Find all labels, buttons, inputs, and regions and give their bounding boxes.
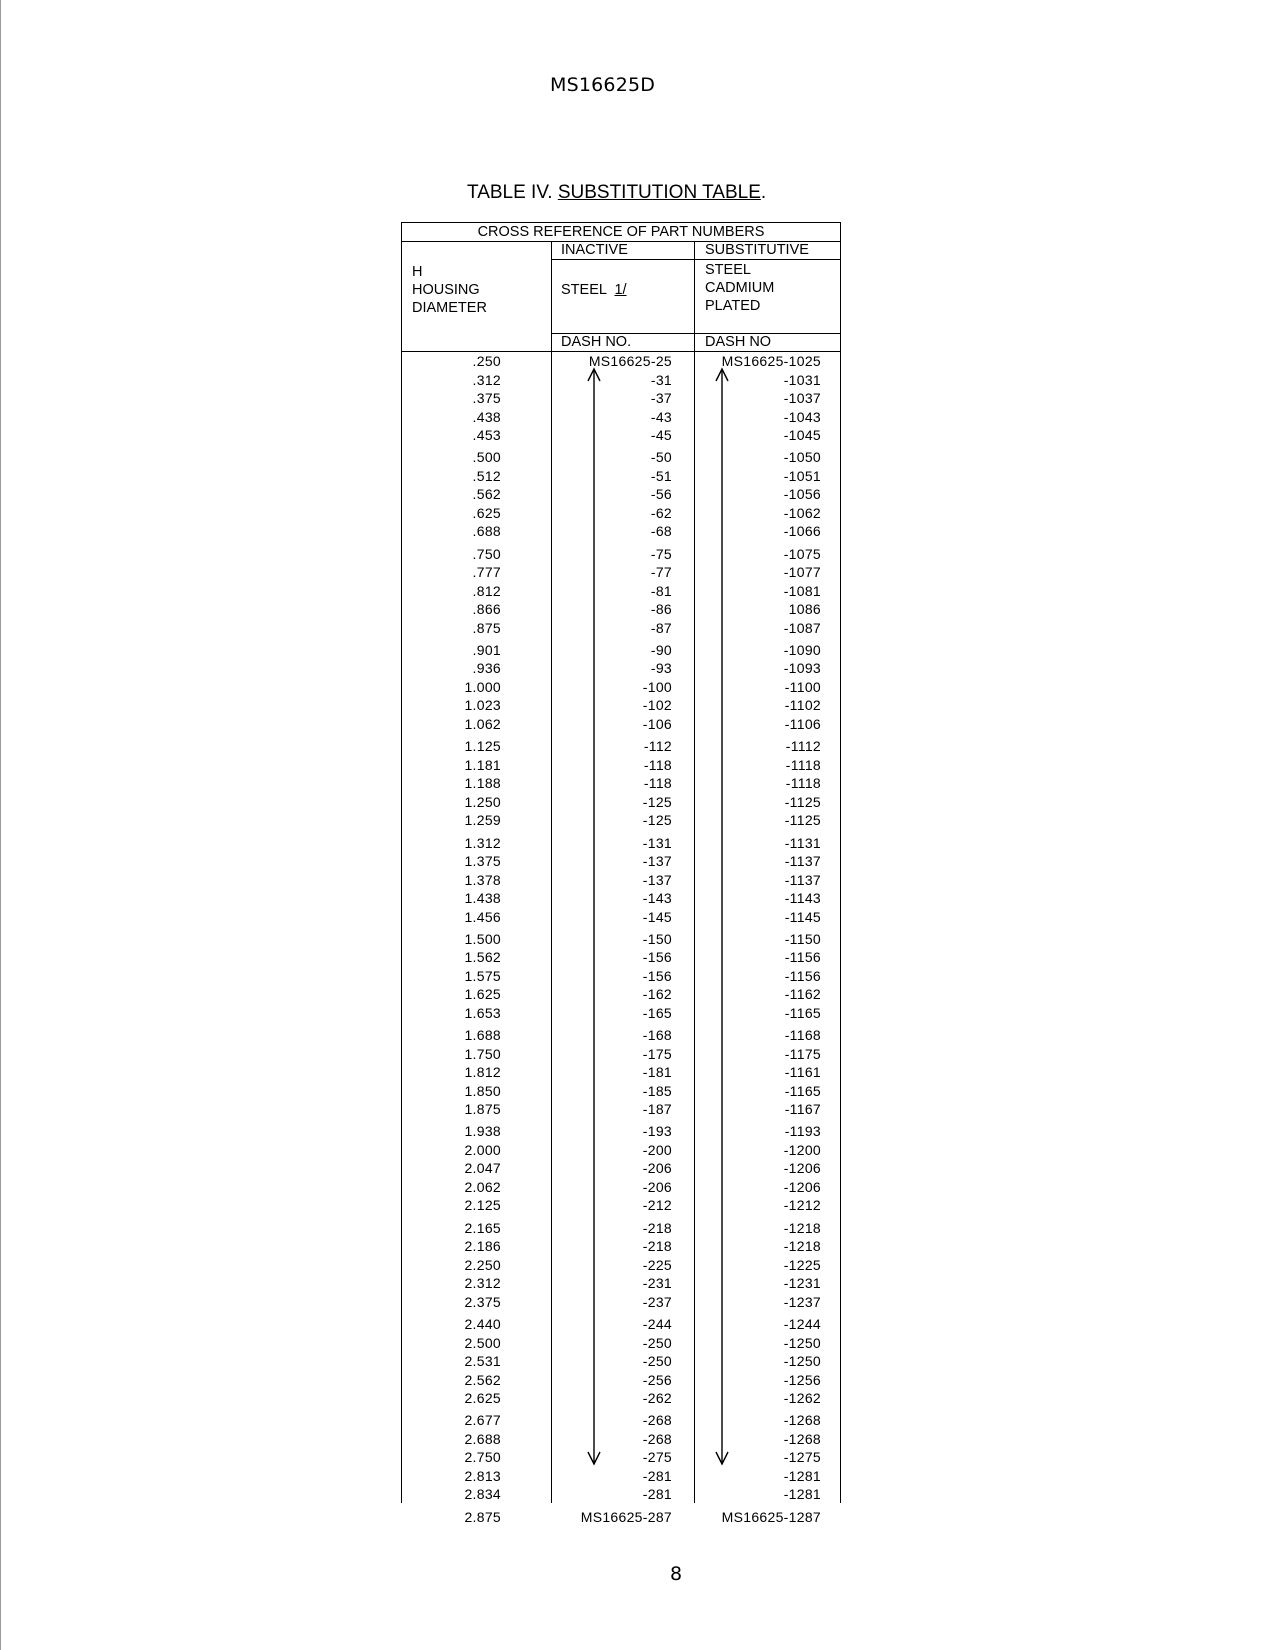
substitutive-dash-cell: -1162 (784, 986, 821, 1003)
substitutive-dash-cell: -1165 (784, 1004, 821, 1021)
substitutive-dash-cell: -1161 (784, 1064, 821, 1081)
housing-diameter-cell: 2.813 (464, 1467, 501, 1484)
col-inactive-material (561, 281, 627, 299)
page-number: 8 (670, 1563, 683, 1585)
housing-diameter-cell: 2.834 (464, 1486, 501, 1503)
housing-diameter-cell: 2.688 (464, 1430, 501, 1447)
housing-diameter-cell: .688 (472, 523, 501, 540)
housing-diameter-cell: 2.062 (464, 1178, 501, 1195)
inactive-dash-cell: -137 (642, 871, 672, 888)
substitutive-dash-cell: -1056 (783, 486, 821, 503)
inactive-dash-cell: -86 (650, 601, 672, 618)
inactive-dash-cell: -118 (643, 775, 672, 792)
col-inactive-dash-label: DASH NO. (561, 334, 632, 350)
housing-diameter-cell: .438 (472, 408, 501, 425)
housing-diameter-cell: .866 (472, 601, 501, 618)
substitutive-dash-cell: -1118 (785, 775, 821, 792)
housing-diameter-cell: 2.250 (464, 1256, 501, 1273)
table-row (401, 1197, 841, 1214)
inactive-dash-cell: -56 (650, 486, 672, 503)
footnote-ref: 1/ (614, 282, 627, 298)
substitutive-dash-cell: -1112 (785, 738, 821, 755)
inactive-dash-cell: -102 (642, 697, 672, 714)
substitutive-dash-cell: -1150 (784, 930, 821, 947)
table-row (401, 949, 841, 966)
inactive-dash-cell: -165 (642, 1004, 672, 1021)
housing-diameter-cell: 1.438 (464, 890, 501, 906)
table-row (401, 468, 841, 485)
table-row (401, 1005, 841, 1022)
inactive-dash-cell: -51 (650, 467, 672, 484)
substitutive-dash-cell: -1100 (784, 678, 821, 695)
inactive-dash-cell: -75 (650, 545, 672, 562)
substitutive-dash-cell: -1145 (784, 908, 821, 925)
inactive-dash-cell: -125 (642, 812, 672, 829)
housing-diameter-cell: 1.188 (464, 775, 501, 792)
inactive-dash-cell: -68 (650, 523, 672, 540)
housing-diameter-cell: 2.312 (464, 1275, 501, 1292)
table-row (401, 909, 841, 926)
table-row (401, 546, 841, 563)
substitutive-dash-cell: -1118 (785, 756, 821, 773)
substitutive-dash-cell: -1156 (784, 967, 821, 984)
col-substitutive-line2: CADMIUM (705, 280, 775, 296)
housing-diameter-cell: .453 (472, 427, 501, 443)
substitutive-dash-cell: -1193 (784, 1123, 821, 1140)
inactive-dash-cell: -90 (650, 641, 672, 658)
table-row (401, 523, 841, 540)
substitutive-dash-cell: -1125 (784, 793, 821, 810)
substitutive-dash-cell: -1225 (783, 1256, 821, 1273)
housing-diameter-cell: 2.677 (464, 1412, 501, 1429)
substitutive-dash-cell: -1165 (784, 1082, 821, 1099)
table-row (401, 505, 841, 522)
substitutive-dash-cell: -1268 (783, 1430, 821, 1447)
table-row (401, 890, 841, 907)
inactive-dash-cell: -125 (642, 793, 672, 810)
substitutive-dash-cell: -1090 (783, 641, 821, 658)
inactive-dash-cell: -237 (642, 1293, 672, 1310)
table-row (401, 679, 841, 696)
inactive-dash-cell: -206 (642, 1160, 672, 1177)
housing-diameter-cell: 1.575 (464, 967, 501, 984)
inactive-dash-cell: -187 (642, 1101, 672, 1118)
table-row (401, 794, 841, 811)
housing-diameter-cell: 1.062 (464, 715, 501, 732)
inactive-dash-cell: -200 (642, 1141, 672, 1158)
inactive-dash-cell: MS16625-287 (580, 1508, 672, 1525)
inactive-dash-cell: -93 (650, 660, 672, 677)
housing-diameter-cell: 2.875 (464, 1508, 501, 1525)
table-row (401, 409, 841, 426)
substitutive-dash-cell: -1175 (784, 1045, 821, 1062)
col-substitutive-line1: STEEL (705, 262, 751, 278)
inactive-dash-cell: -168 (642, 1027, 672, 1044)
substitutive-dash-cell: MS16625-1287 (721, 1508, 821, 1525)
table-row (401, 583, 841, 600)
inactive-dash-cell: -106 (642, 715, 672, 732)
housing-diameter-cell: 2.440 (464, 1316, 501, 1332)
inactive-dash-cell: -268 (642, 1412, 672, 1429)
table-row (401, 757, 841, 774)
housing-diameter-cell: 1.688 (464, 1027, 501, 1044)
housing-diameter-cell: .875 (472, 619, 501, 636)
col-substitutive-dash-label: DASH NO (705, 334, 772, 350)
substitutive-dash-cell: -1268 (783, 1412, 821, 1429)
housing-diameter-cell: 2.047 (464, 1160, 501, 1177)
inactive-dash-cell: MS16625-25 (588, 353, 672, 369)
table-row (401, 427, 841, 444)
substitutive-dash-cell: -1075 (783, 545, 821, 562)
inactive-dash-cell: -87 (650, 619, 672, 636)
col-substitutive-line3: PLATED (705, 298, 761, 314)
housing-diameter-cell: .812 (472, 582, 501, 599)
substitutive-dash-cell: -1167 (784, 1101, 821, 1118)
inactive-dash-cell: -112 (643, 738, 672, 755)
substitutive-dash-cell: -1045 (783, 427, 821, 443)
housing-diameter-cell: .625 (472, 504, 501, 521)
substitutive-dash-cell: -1087 (783, 619, 821, 636)
housing-diameter-cell: 2.165 (464, 1219, 501, 1236)
substitutive-dash-cell: -1218 (783, 1238, 821, 1255)
table-row (401, 716, 841, 733)
inactive-dash-cell: -262 (642, 1390, 672, 1406)
inactive-dash-cell: -43 (650, 408, 672, 425)
inactive-dash-cell: -250 (642, 1334, 672, 1351)
table-row (401, 1316, 841, 1333)
inactive-dash-cell: -37 (650, 390, 672, 406)
housing-diameter-cell: 1.125 (464, 738, 501, 755)
inactive-dash-cell: -218 (642, 1238, 672, 1255)
page-edge-line (0, 0, 1, 1650)
substitutive-dash-cell: -1037 (783, 390, 821, 406)
housing-diameter-cell: 2.500 (464, 1334, 501, 1351)
table-row (401, 1509, 841, 1526)
housing-diameter-cell: 1.250 (464, 793, 501, 810)
housing-diameter-cell: 1.500 (464, 930, 501, 947)
inactive-dash-cell: -100 (642, 678, 672, 695)
table-row (401, 1179, 841, 1196)
housing-diameter-cell: 2.531 (464, 1353, 501, 1369)
document-id: MS16625D (550, 74, 656, 96)
table-row (401, 353, 841, 370)
housing-diameter-cell: .500 (472, 449, 501, 466)
table-title-suffix: . (760, 182, 767, 203)
housing-diameter-cell: 1.562 (464, 949, 501, 966)
substitutive-dash-cell: -1200 (783, 1141, 821, 1158)
inactive-dash-cell: -225 (642, 1256, 672, 1273)
housing-diameter-cell: 2.562 (464, 1371, 501, 1388)
table-row (401, 449, 841, 466)
table-title-prefix: TABLE IV. (467, 182, 553, 203)
table-row (401, 1083, 841, 1100)
housing-diameter-cell: .250 (472, 353, 501, 369)
table-row (401, 1372, 841, 1389)
substitutive-dash-cell: -1168 (784, 1027, 821, 1044)
table-row (401, 620, 841, 637)
housing-diameter-cell: 2.000 (464, 1141, 501, 1158)
housing-diameter-cell: .562 (472, 486, 501, 503)
substitutive-dash-cell: -1281 (783, 1467, 821, 1484)
table-row (401, 1220, 841, 1237)
substitutive-dash-cell: -1275 (783, 1449, 821, 1466)
table-row (401, 1468, 841, 1485)
table-row (401, 486, 841, 503)
inactive-dash-cell: -281 (642, 1467, 672, 1484)
housing-diameter-cell: .750 (472, 545, 501, 562)
inactive-dash-cell: -175 (642, 1045, 672, 1062)
housing-diameter-cell: 1.023 (464, 697, 501, 714)
substitutive-dash-cell: -1143 (784, 890, 821, 906)
inactive-dash-cell: -185 (642, 1082, 672, 1099)
inactive-dash-cell: -145 (642, 908, 672, 925)
table-title-text: SUBSTITUTION TABLE (557, 182, 761, 203)
table-title (467, 182, 766, 204)
inactive-dash-cell: -250 (642, 1353, 672, 1369)
substitutive-dash-cell: -1106 (784, 715, 821, 732)
table-row (401, 1486, 841, 1503)
table-row (401, 564, 841, 581)
inactive-dash-cell: -62 (650, 504, 672, 521)
substitutive-dash-cell: -1218 (783, 1219, 821, 1236)
col-inactive-material-text: STEEL (561, 282, 607, 298)
substitutive-dash-cell: -1031 (783, 371, 821, 388)
table-row (401, 372, 841, 389)
substitutive-dash-cell: -1062 (783, 504, 821, 521)
housing-diameter-cell: .936 (472, 660, 501, 677)
housing-diameter-cell: .312 (472, 371, 501, 388)
housing-diameter-cell: 1.259 (464, 812, 501, 829)
table-row (401, 835, 841, 852)
table-row (401, 1275, 841, 1292)
inactive-dash-cell: -231 (642, 1275, 672, 1292)
substitutive-dash-cell: -1050 (783, 449, 821, 466)
inactive-dash-cell: -162 (642, 986, 672, 1003)
substitutive-dash-cell: -1250 (783, 1353, 821, 1369)
substitutive-dash-cell: -1051 (783, 467, 821, 484)
housing-diameter-cell: 2.750 (464, 1449, 501, 1466)
col-substitutive-header: SUBSTITUTIVE (705, 242, 809, 258)
table-row (401, 1390, 841, 1407)
inactive-dash-cell: -150 (642, 930, 672, 947)
inactive-dash-cell: -50 (650, 449, 672, 466)
table-row (401, 1046, 841, 1063)
inactive-dash-cell: -281 (642, 1486, 672, 1503)
housing-diameter-cell: 1.750 (464, 1045, 501, 1062)
inactive-dash-cell: -156 (642, 967, 672, 984)
table-row (401, 1238, 841, 1255)
substitutive-dash-cell: -1262 (783, 1390, 821, 1406)
housing-diameter-cell: 1.000 (464, 678, 501, 695)
table-row (401, 1412, 841, 1429)
substitutive-dash-cell: -1137 (784, 853, 821, 869)
substitutive-dash-cell: -1156 (784, 949, 821, 966)
substitutive-dash-cell: -1206 (783, 1178, 821, 1195)
table-row (401, 1294, 841, 1311)
col-inactive-header: INACTIVE (561, 242, 628, 258)
housing-diameter-cell: 2.625 (464, 1390, 501, 1406)
inactive-dash-cell: -156 (642, 949, 672, 966)
substitutive-dash-cell: -1093 (783, 660, 821, 677)
header-bottom-divider (401, 351, 841, 352)
table-row (401, 775, 841, 792)
housing-diameter-cell: 1.456 (464, 908, 501, 925)
table-row (401, 986, 841, 1003)
table-row (401, 1431, 841, 1448)
super-header: CROSS REFERENCE OF PART NUMBERS (477, 224, 765, 240)
table-row (401, 1123, 841, 1140)
inactive-dash-cell: -31 (650, 371, 672, 388)
subheader-divider (551, 259, 841, 260)
substitutive-dash-cell: -1231 (783, 1275, 821, 1292)
substitution-table (401, 222, 841, 1525)
inactive-dash-cell: -275 (642, 1449, 672, 1466)
inactive-dash-cell: -81 (650, 582, 672, 599)
substitutive-dash-cell: -1102 (784, 697, 821, 714)
table-row (401, 738, 841, 755)
housing-diameter-cell: .375 (472, 390, 501, 406)
substitutive-dash-cell: -1250 (783, 1334, 821, 1351)
housing-diameter-cell: 1.378 (464, 871, 501, 888)
substitutive-dash-cell: 1086 (788, 601, 821, 618)
table-row (401, 1257, 841, 1274)
housing-diameter-cell: 1.625 (464, 986, 501, 1003)
housing-diameter-cell: .512 (472, 467, 501, 484)
substitutive-dash-cell: -1244 (783, 1316, 821, 1332)
inactive-dash-cell: -181 (642, 1064, 672, 1081)
inactive-dash-cell: -256 (642, 1371, 672, 1388)
table-row (401, 812, 841, 829)
table-row (401, 390, 841, 407)
housing-diameter-cell: 1.938 (464, 1123, 501, 1140)
inactive-dash-cell: -131 (642, 834, 672, 851)
table-row (401, 1064, 841, 1081)
table-row (401, 642, 841, 659)
inactive-dash-cell: -218 (642, 1219, 672, 1236)
substitutive-dash-cell: -1066 (783, 523, 821, 540)
substitutive-dash-cell: -1077 (783, 564, 821, 581)
housing-diameter-cell: .901 (472, 641, 501, 658)
table-row (401, 601, 841, 618)
substitutive-dash-cell: -1081 (783, 582, 821, 599)
inactive-dash-cell: -77 (650, 564, 672, 581)
substitutive-dash-cell: -1043 (783, 408, 821, 425)
housing-diameter-cell: 1.812 (464, 1064, 501, 1081)
substitutive-dash-cell: -1137 (784, 871, 821, 888)
housing-diameter-cell: 1.181 (464, 756, 501, 773)
substitutive-dash-cell: -1237 (783, 1293, 821, 1310)
table-row (401, 697, 841, 714)
col-h-line2: HOUSING (412, 282, 480, 298)
housing-diameter-cell: 1.653 (464, 1004, 501, 1021)
inactive-dash-cell: -206 (642, 1178, 672, 1195)
inactive-dash-cell: -137 (642, 853, 672, 869)
housing-diameter-cell: 1.312 (464, 834, 501, 851)
table-row (401, 1335, 841, 1352)
housing-diameter-cell: 2.186 (464, 1238, 501, 1255)
table-row (401, 1353, 841, 1370)
table-row (401, 1101, 841, 1118)
substitutive-dash-cell: -1256 (783, 1371, 821, 1388)
table-row (401, 968, 841, 985)
inactive-dash-cell: -143 (642, 890, 672, 906)
housing-diameter-cell: 1.875 (464, 1101, 501, 1118)
table-row (401, 660, 841, 677)
inactive-dash-cell: -244 (642, 1316, 672, 1332)
table-row (401, 1142, 841, 1159)
table-row (401, 931, 841, 948)
inactive-dash-cell: -193 (642, 1123, 672, 1140)
col-h-line3: DIAMETER (412, 300, 487, 316)
housing-diameter-cell: 2.125 (464, 1197, 501, 1214)
table-row (401, 1160, 841, 1177)
table-row (401, 1449, 841, 1466)
col-h-line1: H (412, 264, 423, 280)
housing-diameter-cell: 1.375 (464, 853, 501, 869)
inactive-dash-cell: -268 (642, 1430, 672, 1447)
housing-diameter-cell: .777 (472, 564, 501, 581)
substitutive-dash-cell: -1206 (783, 1160, 821, 1177)
table-row (401, 1027, 841, 1044)
substitutive-dash-cell: -1125 (784, 812, 821, 829)
substitutive-dash-cell: MS16625-1025 (721, 353, 821, 369)
table-row (401, 853, 841, 870)
inactive-dash-cell: -118 (643, 756, 672, 773)
substitutive-dash-cell: -1281 (783, 1486, 821, 1503)
substitutive-dash-cell: -1212 (783, 1197, 821, 1214)
inactive-dash-cell: -212 (642, 1197, 672, 1214)
table-row (401, 872, 841, 889)
substitutive-dash-cell: -1131 (784, 834, 821, 851)
inactive-dash-cell: -45 (650, 427, 672, 443)
housing-diameter-cell: 1.850 (464, 1082, 501, 1099)
housing-diameter-cell: 2.375 (464, 1293, 501, 1310)
